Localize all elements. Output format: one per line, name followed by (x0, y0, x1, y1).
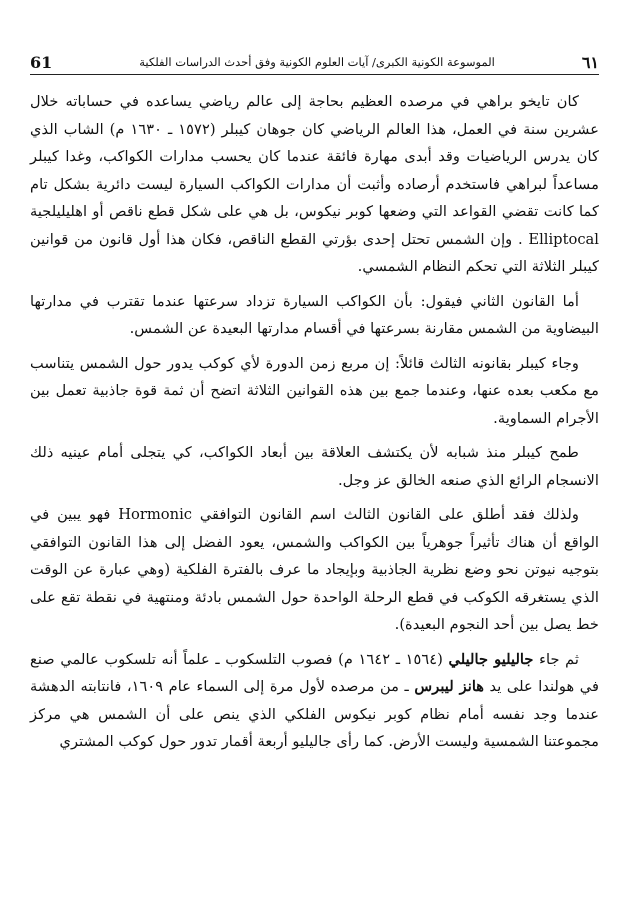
running-title: الموسوعة الكونية الكبرى/ آيات العلوم الكونية وفق أحدث الدراسات الفلكية (139, 55, 495, 69)
page-header (30, 50, 599, 74)
page-number-latin: 61 (30, 52, 53, 72)
page-body (30, 88, 599, 763)
paragraph-1: كان تايخو براهي في مرصده العظيم بحاجة إلى عالم رياضي يساعده في حساباته خلال عشرين سنة في العمل، هذا العالم الرياضي كان جوهان كيبلر (١٥٧٢ ـ ١٦٣٠ م) الشاب الذي كان يدرس الرياضيات وقد أبدى مهارة فائقة عندما كان يحسب مدارات الكواكب، وغدا كيبلر مساعداً لبراهي فاستخدم أرصاده وأثبت أن مدارات الكواكب السيارة ليست دائرية بشكل تام كما كانت تقضي القواعد التي وضعها كوبر نيكوس، بل هي على شكل قطع ناقص أو اهليليلجية Elliptocal . وإن الشمس تحتل إحدى بؤرتي القطع الناقص، فكان هذا أول قانون من قوانين كيبلر الثلاثة التي تحكم النظام الشمسي. (30, 93, 599, 275)
paragraph-5: ولذلك فقد أطلق على القانون الثالث اسم القانون التوافقي Hormonic فهو يبين في الواقع أن هناك تأثيراً جوهرياً بين الكواكب والشمس، يعود الفضل إلى هذا القانون التوافقي بتوجيه نيوتن نحو وضع نظرية الجاذبية وبإيجاد ما عرف بالفترة الفلكية (وهي عبارة عن الوقت الذي يستغرقه الكوكب في قطع الرحلة الواحدة حول الشمس بادئة ومنتهية في نقطة تقع على خط يصل بين أحد النجوم البعيدة). (30, 506, 599, 633)
paragraph-3: وجاء كيبلر بقانونه الثالث قائلاً: إن مربع زمن الدورة لأي كوكب يدور حول الشمس يتناسب مع مكعب بعده عنها، وعندما جمع بين هذه القوانين الثلاثة اتضح أن ثمة قوة جاذبية تعمل بين الأجرام السماوية. (30, 354, 599, 427)
page-number-arabic: ٦١ (581, 52, 599, 72)
paragraph-6-part-1: ثم جاء (539, 650, 579, 668)
paragraph-2: أما القانون الثاني فيقول: بأن الكواكب السيارة تزداد سرعتها عندما تقترب في مدارتها البيضاوية من الشمس مقارنة بسرعتها في أقسام مدارتها البعيدة عن الشمس. (30, 292, 599, 337)
paragraph-6 (30, 646, 599, 756)
paragraph-6-part-2: (١٥٦٤ ـ ١٦٤٢ م) فصوب التلسكوب ـ علماً أنه تلسكوب عالمي صنع في هولندا على يد (30, 650, 599, 695)
paragraph-4: طمح كيبلر منذ شبابه لأن يكتشف العلاقة بين أبعاد الكواكب، كي يتجلى أمام عينيه ذلك الانسجام الرائع الذي صنعه الخالق عز وجل. (30, 444, 599, 489)
name-lippershey: هانز ليبرس (414, 678, 485, 695)
header-divider (30, 74, 599, 75)
name-galileo: جاليليو جاليلي (448, 650, 534, 668)
paragraph-6-part-3: ـ من مرصده لأول مرة إلى السماء عام ١٦٠٩، فانتابته الدهشة عندما وجد نفسه أمام نظام كوبر نيكوس الفلكي الذي ينص على أن الشمس هي مركز مجموعتنا الشمسية وليست الأرض. كما رأى جاليليو أربعة أقمار تدور حول كوكب المشتري (30, 678, 599, 750)
